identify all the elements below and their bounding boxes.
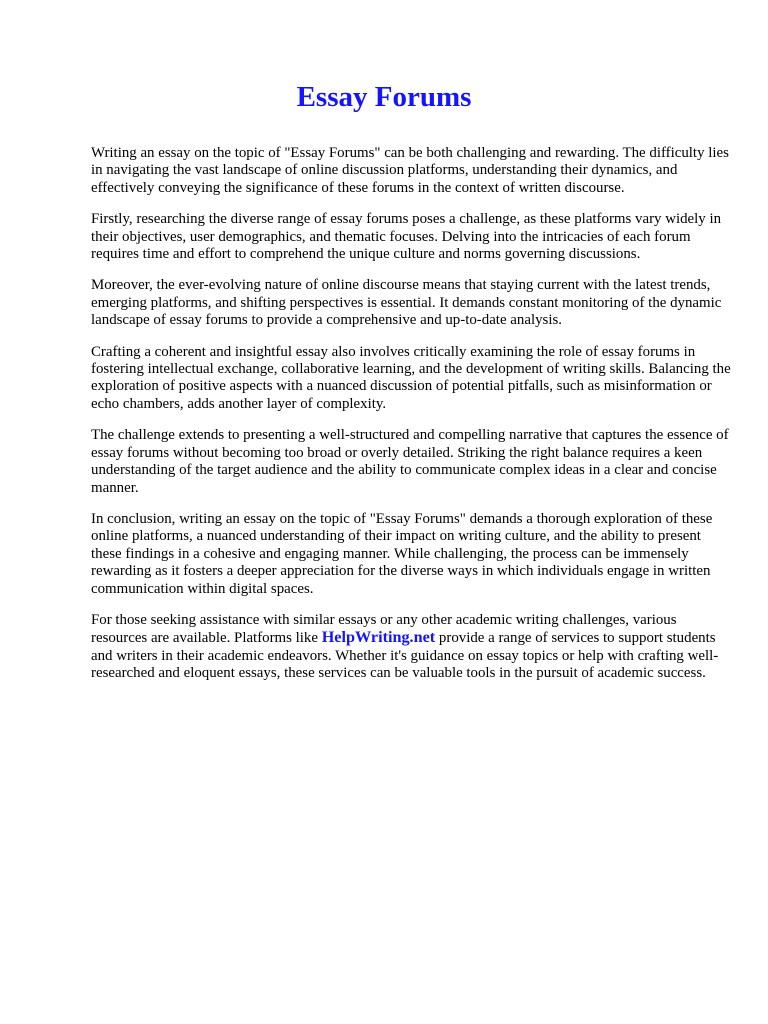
resources-text-after-link: provide a range of services to support students and writers in their academic endeavors. Whether it's guidance on essay topics or help with crafting well-researched and eloquent essays, these services can be valuable tools in the pursuit of academic success. (91, 630, 719, 682)
paragraph-intro: Writing an essay on the topic of "Essay Forums" can be both challenging and rewarding. The difficulty lies in navigating the vast landscape of online discussion platforms, understanding their dynamics, and effectively conveying the significance of these forums in the context of written discourse. (91, 145, 729, 196)
page-title: Essay Forums (296, 81, 472, 113)
paragraph-evolving-discourse: Moreover, the ever-evolving nature of online discourse means that staying current with the latest trends, emerging platforms, and shifting perspectives is essential. It demands constant monitoring of the dynamic landscape of essay forums to provide a comprehensive and up-to-date analysis. (91, 277, 722, 329)
essay-body (91, 145, 731, 697)
paragraph-critical-examination: Crafting a coherent and insightful essay also involves critically examining the role of essay forums in fostering intellectual exchange, collaborative learning, and the development of writing skills. Balancing the exploration of positive aspects with a nuanced discussion of potential pitfalls, such as misinformation or echo chambers, adds another layer of complexity. (91, 343, 731, 412)
paragraph-conclusion: In conclusion, writing an essay on the topic of "Essay Forums" demands a thorough exploration of these online platforms, a nuanced understanding of their impact on writing culture, and the ability to present these findings in a cohesive and engaging manner. While challenging, the process can be immensely rewarding as it fosters a deeper appreciation for the diverse ways in which individuals engage in written communication within digital spaces. (91, 510, 713, 597)
helpwriting-link[interactable]: HelpWriting.net (321, 628, 436, 647)
paragraph-narrative-challenge: The challenge extends to presenting a well-structured and compelling narrative that captures the essence of essay forums without becoming too broad or overly detailed. Striking the right balance requires a keen understanding of the target audience and the ability to communicate complex ideas in a clear and concise manner. (91, 427, 729, 496)
resources-text-before-link: For those seeking assistance with similar essays or any other academic writing challenges, various resources are available. Platforms like (91, 611, 677, 647)
paragraph-research: Firstly, researching the diverse range of essay forums poses a challenge, as these platforms vary widely in their objectives, user demographics, and thematic focuses. Delving into the intricacies of each forum requires time and effort to comprehend the unique culture and norms governing discussions. (91, 211, 722, 263)
paragraph-resources (91, 612, 731, 683)
